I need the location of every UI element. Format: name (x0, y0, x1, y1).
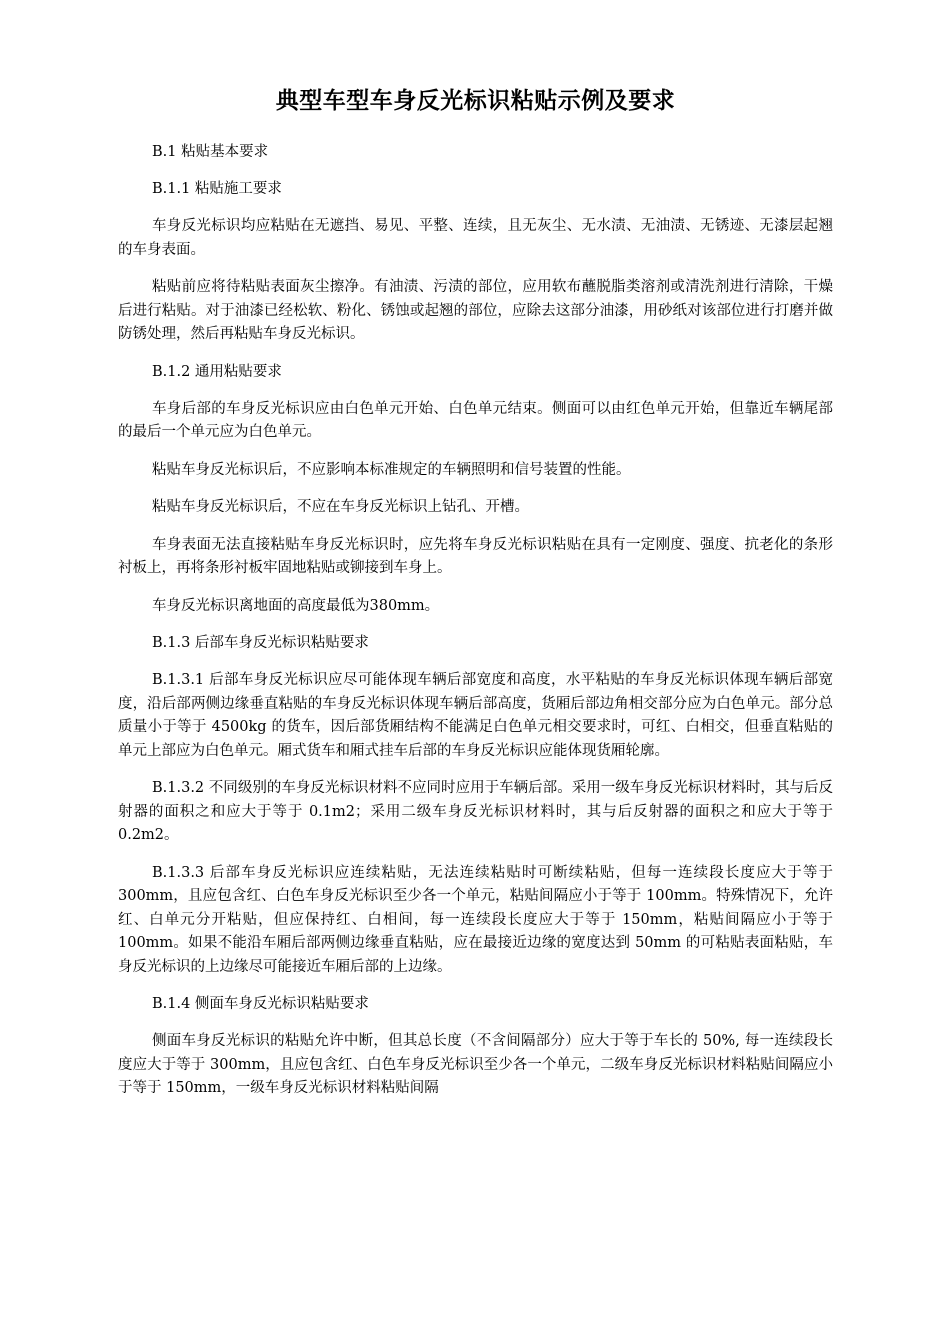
paragraph: 车身反光标识均应粘贴在无遮挡、易见、平整、连续，且无灰尘、无水渍、无油渍、无锈迹、无漆层起翘的车身表面。 (118, 218, 833, 258)
section-heading-b1-4: B.1.4 侧面车身反光标识粘贴要求 (152, 996, 369, 1012)
paragraph: 车身后部的车身反光标识应由白色单元开始、白色单元结束。侧面可以由红色单元开始，但靠近车辆尾部的最后一个单元应为白色单元。 (118, 400, 833, 440)
document-page (118, 82, 833, 1115)
paragraph: B.1.3.3 后部车身反光标识应连续粘贴，无法连续粘贴时可断续粘贴，但每一连续段长度应大于等于 300mm，且应包含红、白色车身反光标识至少各一个单元，粘贴间隔应小于等于 100mm。特殊情况下，允许红、白单元分开粘贴，但应保持红、白相间，每一连续段长度应大于等于 150mm，粘贴间隔应小于等于 100mm。如果不能沿车厢后部两侧边缘垂直粘贴，应在最接近边缘的宽度达到 50mm 的可粘贴表面粘贴，车身反光标识的上边缘尽可能接近车厢后部的上边缘。 (118, 864, 833, 975)
paragraph: 车身反光标识离地面的高度最低为380mm。 (152, 597, 440, 614)
section-heading-b1-3: B.1.3 后部车身反光标识粘贴要求 (152, 635, 369, 651)
paragraph: B.1.3.1 后部车身反光标识应尽可能体现车辆后部宽度和高度，水平粘贴的车身反光标识体现车辆后部宽度，沿后部两侧边缘垂直粘贴的车身反光标识体现车辆后部高度，货厢后部边角相交部分应为白色单元。部分总质量小于等于 4500kg 的货车，因后部货厢结构不能满足白色单元相交要求时，可红、白相交，但垂直粘贴的单元上部应为白色单元。厢式货车和厢式挂车后部的车身反光标识应能体现货厢轮廓。 (118, 672, 833, 759)
paragraph: 侧面车身反光标识的粘贴允许中断，但其总长度（不含间隔部分）应大于等于车长的 50%, 每一连续段长度应大于等于 300mm，且应包含红、白色车身反光标识至少各一个单元，二级车身反光标识材料粘贴间隔应小于等于 150mm，一级车身反光标识材料粘贴间隔 (118, 1033, 833, 1096)
paragraph: 粘贴车身反光标识后，不应影响本标准规定的车辆照明和信号装置的性能。 (152, 461, 631, 478)
document-title: 典型车型车身反光标识粘贴示例及要求 (275, 88, 676, 114)
paragraph: 车身表面无法直接粘贴车身反光标识时，应先将车身反光标识粘贴在具有一定刚度、强度、抗老化的条形衬板上，再将条形衬板牢固地粘贴或铆接到车身上。 (118, 536, 833, 576)
section-heading-b1-1: B.1.1 粘贴施工要求 (152, 181, 282, 197)
section-heading-b1: B.1 粘贴基本要求 (152, 144, 269, 160)
paragraph: 粘贴车身反光标识后，不应在车身反光标识上钻孔、开槽。 (152, 499, 529, 515)
paragraph: B.1.3.2 不同级别的车身反光标识材料不应同时应用于车辆后部。采用一级车身反光标识材料时，其与后反射器的面积之和应大于等于 0.1m2；采用二级车身反光标识材料时，其与后反射器的面积之和应大于等于 0.2m2。 (118, 780, 833, 843)
section-heading-b1-2: B.1.2 通用粘贴要求 (152, 363, 282, 380)
paragraph: 粘贴前应将待粘贴表面灰尘擦净。有油渍、污渍的部位，应用软布蘸脱脂类溶剂或清洗剂进行清除，干燥后进行粘贴。对于油漆已经松软、粉化、锈蚀或起翘的部位，应除去这部分油漆，用砂纸对该部位进行打磨并做防锈处理，然后再粘贴车身反光标识。 (118, 279, 833, 342)
